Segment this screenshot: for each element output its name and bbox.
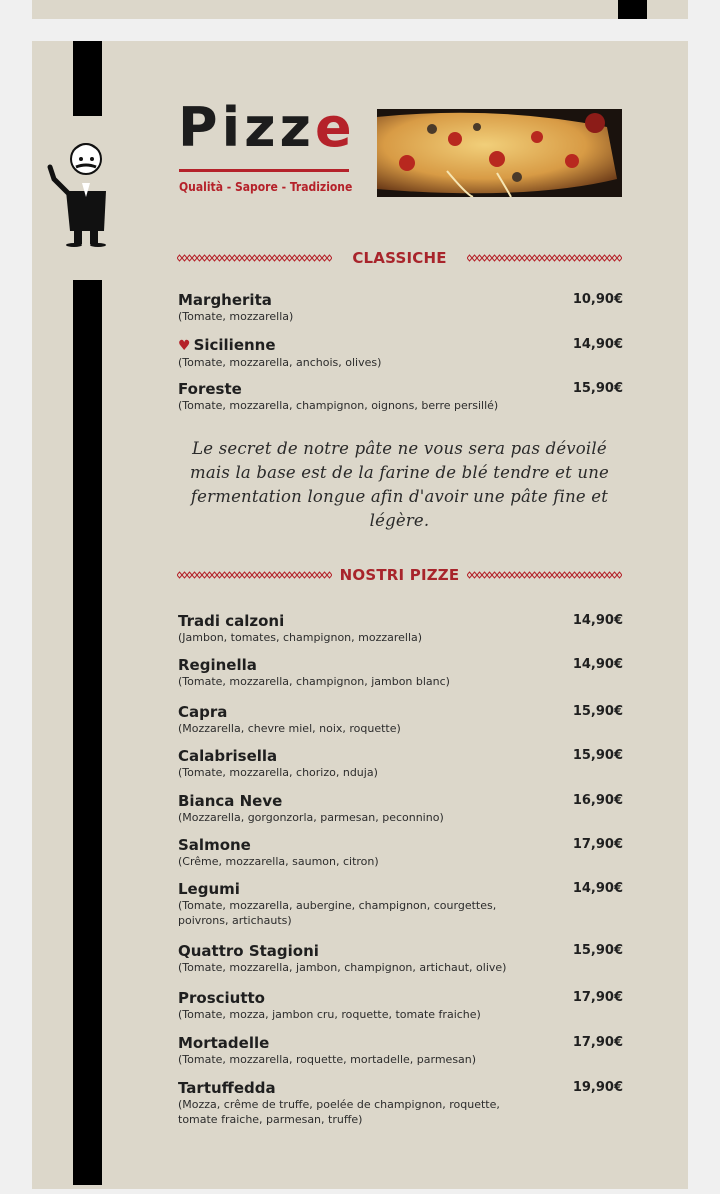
item-name: Calabrisella (178, 747, 278, 765)
item-description: (Crême, mozzarella, saumon, citron) (178, 855, 379, 868)
chef-mascot-icon (46, 137, 122, 247)
item-name: Salmone (178, 836, 251, 854)
item-price: 17,90€ (572, 990, 623, 1005)
item-price: 15,90€ (572, 381, 623, 396)
logo-title-main: Pizz (178, 96, 315, 159)
item-price: 14,90€ (572, 881, 623, 896)
item-description: (Mozza, crême de truffe, poelée de champignon, roquette, tomate fraiche, parmesan, truffe) (178, 1098, 500, 1126)
item-price: 17,90€ (572, 837, 623, 852)
item-description: (Jambon, tomates, champignon, mozzarella) (178, 631, 423, 644)
item-description: (Tomate, mozzarella, anchois, olives) (178, 356, 382, 369)
item-price: 14,90€ (572, 337, 623, 352)
item-description: (Tomate, mozzarella, roquette, mortadelle, parmesan) (178, 1053, 477, 1066)
item-name: Bianca Neve (178, 792, 283, 810)
pizza-photo (377, 109, 622, 197)
item-name-row (178, 336, 623, 355)
item-name: Reginella (178, 656, 257, 674)
item-name: Prosciutto (178, 989, 265, 1007)
ornament-right (467, 253, 622, 263)
item-name: Capra (178, 703, 228, 721)
menu-item (178, 380, 623, 413)
menu-item (178, 1079, 623, 1127)
item-description: (Tomate, mozzarella, champignon, oignons, berre persillé) (178, 399, 499, 412)
item-description: (Mozzarella, chevre miel, noix, roquette) (178, 722, 401, 735)
section-title-nostri-pizze: NOSTRI PIZZE (339, 566, 460, 584)
ornament-left (177, 570, 332, 580)
decorative-bar-top (73, 41, 102, 116)
logo-underline (179, 169, 349, 172)
menu-item (178, 836, 623, 869)
item-price: 19,90€ (572, 1080, 623, 1095)
logo-title-accent: e (314, 96, 356, 159)
item-price: 10,90€ (572, 292, 623, 307)
item-name: Margherita (178, 291, 272, 309)
previous-page-card (32, 0, 688, 19)
item-description: (Tomate, mozzarella, aubergine, champignon, courgettes, poivrons, artichauts) (178, 899, 497, 927)
item-description: (Tomate, mozzarella) (178, 310, 294, 323)
menu-item (178, 880, 623, 928)
section-title-classiche: CLASSICHE (352, 249, 447, 267)
item-price: 15,90€ (572, 943, 623, 958)
logo-title (178, 96, 356, 159)
menu-item (178, 612, 623, 645)
item-name: Foreste (178, 380, 242, 398)
item-name: Tradi calzoni (178, 612, 285, 630)
dough-secret-quote: Le secret de notre pâte ne vous sera pas dévoilé mais la base est de la farine de blé tendre et une fermentation longue afin d'avoir une pâte fine et légère. (189, 439, 610, 530)
menu-item (178, 336, 623, 370)
item-name: Legumi (178, 880, 240, 898)
item-price: 15,90€ (572, 748, 623, 763)
menu-item (178, 656, 623, 689)
item-name: Sicilienne (193, 336, 276, 354)
item-name: Tartuffedda (178, 1079, 276, 1097)
item-price: 16,90€ (572, 793, 623, 808)
logo-tagline: Qualità - Sapore - Tradizione (179, 180, 353, 194)
item-description: (Mozzarella, gorgonzorla, parmesan, peconnino) (178, 811, 444, 824)
item-price: 14,90€ (572, 613, 623, 628)
item-description: (Tomate, mozza, jambon cru, roquette, tomate fraiche) (178, 1008, 481, 1021)
menu-item (178, 792, 623, 825)
ornament-left (177, 253, 332, 263)
item-description: (Tomate, mozzarella, champignon, jambon blanc) (178, 675, 450, 688)
decorative-bar-main (73, 280, 102, 1185)
menu-item (178, 703, 623, 736)
menu-item (178, 747, 623, 780)
item-price: 14,90€ (572, 657, 623, 672)
menu-item (178, 942, 623, 975)
item-price: 17,90€ (572, 1035, 623, 1050)
menu-item (178, 291, 623, 324)
item-price: 15,90€ (572, 704, 623, 719)
section-header-classiche (177, 247, 622, 269)
menu-item (178, 1034, 623, 1067)
item-name: Quattro Stagioni (178, 942, 319, 960)
menu-item (178, 989, 623, 1022)
heart-icon: ♥ (178, 338, 191, 354)
decorative-bar (618, 0, 647, 19)
section-header-nostri-pizze (177, 564, 622, 586)
ornament-right (467, 570, 622, 580)
item-name: Mortadelle (178, 1034, 270, 1052)
item-description: (Tomate, mozzarella, jambon, champignon, artichaut, olive) (178, 961, 507, 974)
menu-page (32, 41, 688, 1189)
item-description: (Tomate, mozzarella, chorizo, nduja) (178, 766, 378, 779)
